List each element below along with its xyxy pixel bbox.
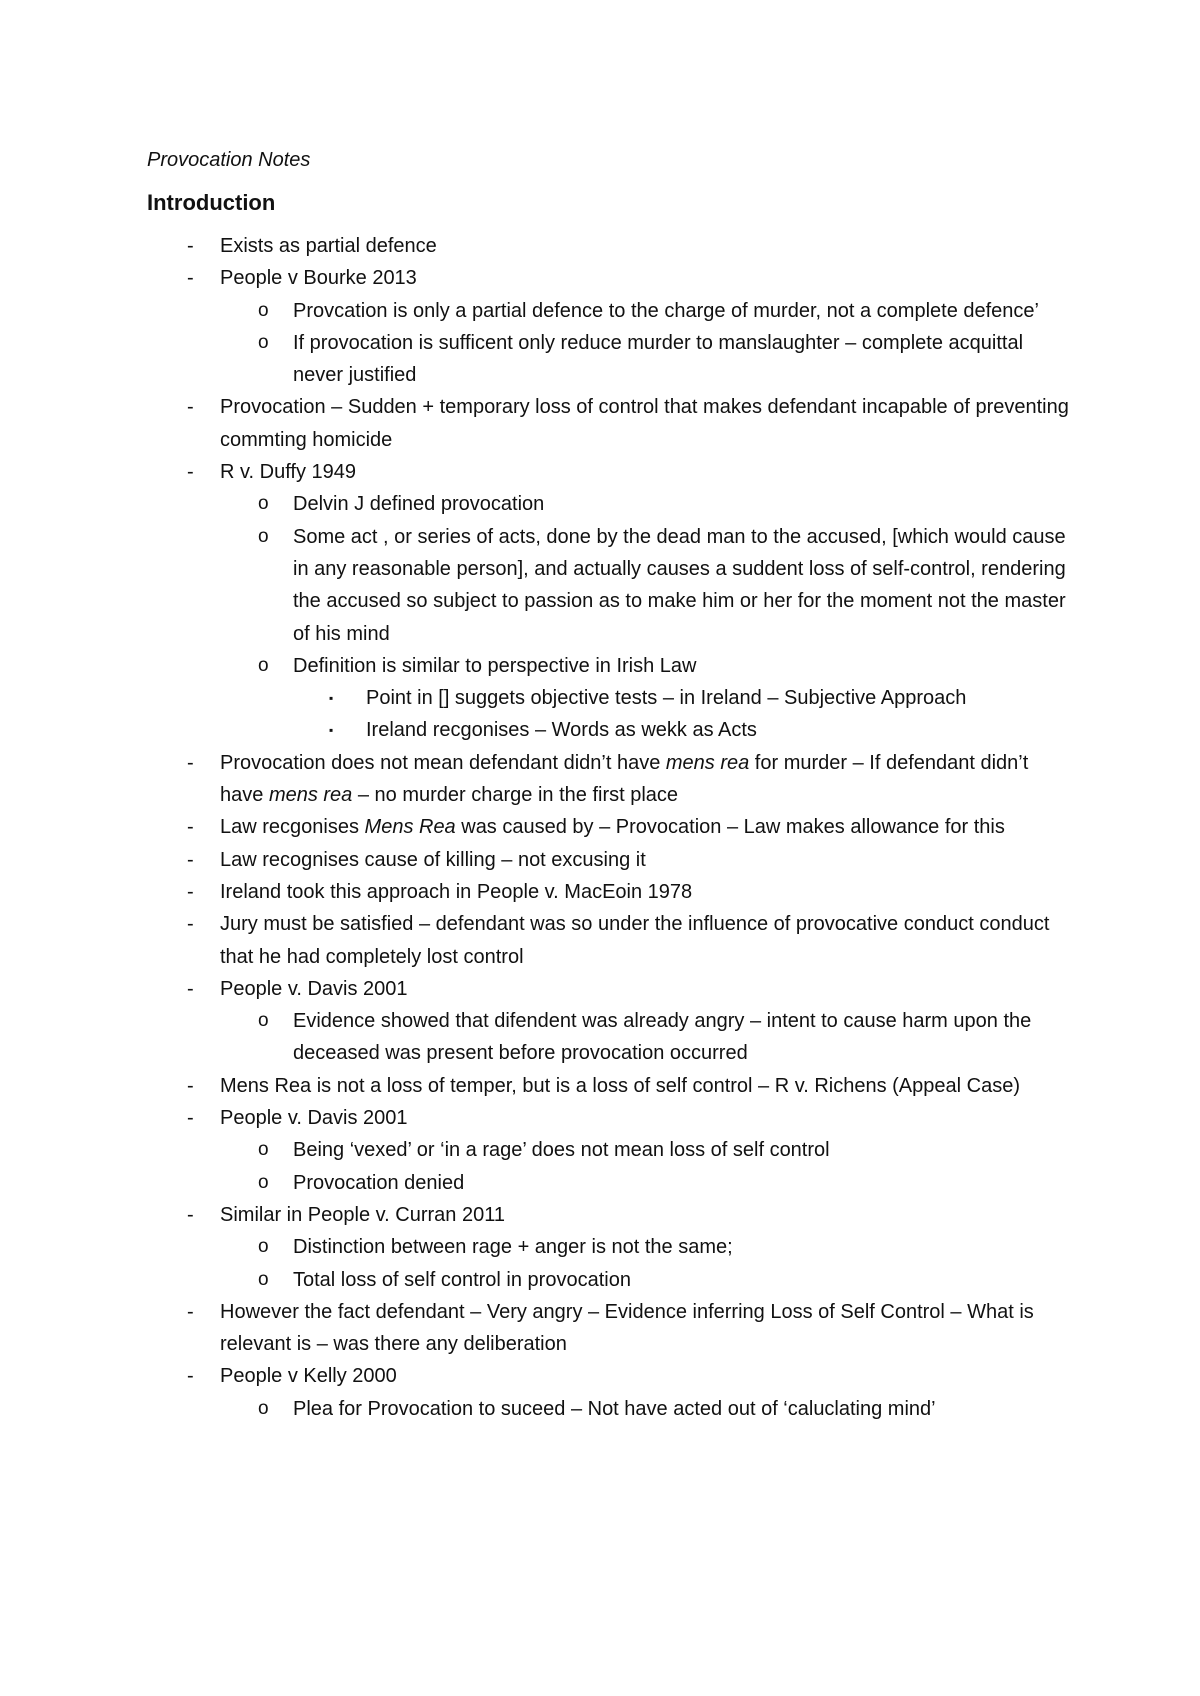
item-text-part: Provocation does not mean defendant didn’t have — [220, 751, 666, 774]
sub-item — [220, 295, 1077, 327]
sub-item — [220, 1167, 1077, 1199]
dash-marker: - — [187, 880, 194, 903]
dash-marker: - — [187, 977, 194, 1000]
sub-item-text: Evidence showed that difendent was already angry – intent to cause harm upon the deceased was present before provocation occurred — [293, 1010, 1032, 1065]
sub-list — [220, 1134, 1077, 1199]
circle-marker: o — [258, 654, 269, 676]
sub-item — [220, 1231, 1077, 1263]
circle-marker: o — [258, 1397, 269, 1419]
italic-term: Mens Rea — [364, 816, 456, 839]
list-item — [147, 811, 1077, 843]
square-marker: ▪ — [329, 691, 334, 706]
circle-marker: o — [258, 493, 269, 515]
dash-marker: - — [187, 913, 194, 936]
sub-sub-list — [293, 682, 1077, 747]
circle-marker: o — [258, 1010, 269, 1032]
list-item — [147, 844, 1077, 876]
list-item — [147, 1070, 1077, 1102]
item-text: Provocation – Sudden + temporary loss of control that makes defendant incapable of preventing commting homicide — [220, 396, 1069, 451]
item-text: However the fact defendant – Very angry – Evidence inferring Loss of Self Control – What is relevant is – was there any deliberation — [220, 1300, 1034, 1356]
item-text: People v Bourke 2013 — [220, 267, 417, 290]
item-text: R v. Duffy 1949 — [220, 461, 356, 484]
dash-marker: - — [187, 1074, 194, 1097]
item-text: Law recognises cause of killing – not excusing it — [220, 848, 646, 871]
item-text: Jury must be satisfied – defendant was so under the influence of provocative conduct conduct that he had completely lost control — [220, 913, 1050, 968]
sub-item-text: Distinction between rage + anger is not the same; — [293, 1236, 733, 1259]
item-text-part: Law recgonises — [220, 816, 365, 839]
list-item — [147, 1199, 1077, 1296]
list-item — [147, 908, 1077, 973]
item-text: Similar in People v. Curran 2011 — [220, 1203, 505, 1226]
sub-item-text: Definition is similar to perspective in Irish Law — [293, 654, 697, 677]
sub-item — [220, 650, 1077, 747]
sub-item-text: Some act , or series of acts, done by the dead man to the accused, [which would cause in any reasonable person], and actually causes a suddent loss of self-control, rendering the accused so subject to passion as to make him or her for the moment not the master of his mind — [293, 525, 1066, 645]
bullet-list — [147, 230, 1077, 1425]
square-marker: ▪ — [329, 723, 334, 738]
italic-term: mens rea — [665, 751, 750, 774]
dash-marker: - — [187, 751, 194, 774]
item-text: Ireland took this approach in People v. MacEoin 1978 — [220, 880, 693, 903]
document-title: Provocation Notes — [147, 149, 311, 171]
sub-item — [220, 327, 1077, 392]
sub-item — [220, 1134, 1077, 1166]
sub-sub-item-text: Ireland recgonises – Words as wekk as Acts — [366, 719, 757, 742]
dash-marker: - — [187, 461, 194, 484]
sub-item-text: Total loss of self control in provocation — [293, 1268, 631, 1291]
sub-list — [220, 295, 1077, 392]
list-item — [147, 747, 1077, 812]
sub-sub-item — [293, 714, 1077, 746]
document-page — [147, 144, 1077, 1425]
sub-item — [220, 1005, 1077, 1070]
item-text-part: – no murder charge in the first place — [352, 784, 679, 807]
dash-marker: - — [187, 267, 194, 290]
item-text: People v. Davis 2001 — [220, 977, 408, 1000]
sub-item-text: Plea for Provocation to suceed – Not have acted out of ‘caluclating mind’ — [293, 1397, 936, 1420]
list-item — [147, 262, 1077, 391]
circle-marker: o — [258, 525, 269, 547]
list-item — [147, 1296, 1077, 1361]
sub-item-text: Delvin J defined provocation — [293, 493, 545, 516]
list-item — [147, 391, 1077, 456]
sub-list — [220, 1005, 1077, 1070]
list-item — [147, 1360, 1077, 1425]
dash-marker: - — [187, 848, 194, 871]
item-text: People v Kelly 2000 — [220, 1365, 397, 1388]
sub-item-text: Provcation is only a partial defence to the charge of murder, not a complete defence’ — [293, 299, 1039, 322]
dash-marker: - — [187, 396, 194, 419]
sub-item — [220, 1393, 1077, 1425]
circle-marker: o — [258, 331, 269, 353]
sub-sub-item — [293, 682, 1077, 714]
sub-item-text: If provocation is sufficent only reduce murder to manslaughter – complete acquittal never justified — [293, 331, 1024, 387]
sub-item-text: Being ‘vexed’ or ‘in a rage’ does not mean loss of self control — [293, 1139, 830, 1162]
item-text: Exists as partial defence — [220, 235, 437, 257]
list-item — [147, 876, 1077, 908]
dash-marker: - — [187, 1107, 194, 1130]
sub-item — [220, 1264, 1077, 1296]
item-text: People v. Davis 2001 — [220, 1107, 408, 1130]
circle-marker: o — [258, 1236, 269, 1258]
sub-item — [220, 521, 1077, 650]
sub-list — [220, 1393, 1077, 1425]
circle-marker: o — [258, 1171, 269, 1193]
item-text-part: was caused by – Provocation – Law makes allowance for this — [455, 816, 1005, 839]
circle-marker: o — [258, 299, 269, 321]
list-item — [147, 230, 1077, 262]
sub-item — [220, 488, 1077, 520]
sub-item-text: Provocation denied — [293, 1171, 465, 1194]
dash-marker: - — [187, 1365, 194, 1388]
circle-marker: o — [258, 1139, 269, 1161]
italic-term: mens rea — [268, 784, 353, 807]
section-heading: Introduction — [147, 190, 276, 215]
item-text-part: for murder – If defendant didn’t have — [220, 751, 1029, 807]
dash-marker: - — [187, 235, 194, 257]
dash-marker: - — [187, 816, 194, 839]
circle-marker: o — [258, 1268, 269, 1290]
item-text: Mens Rea is not a loss of temper, but is a loss of self control – R v. Richens (Appeal Case) — [220, 1074, 1020, 1097]
sub-list — [220, 488, 1077, 746]
list-item — [147, 973, 1077, 1070]
sub-list — [220, 1231, 1077, 1296]
list-item — [147, 1102, 1077, 1199]
list-item — [147, 456, 1077, 747]
dash-marker: - — [187, 1203, 194, 1226]
sub-sub-item-text: Point in [] suggets objective tests – in Ireland – Subjective Approach — [366, 687, 967, 710]
dash-marker: - — [187, 1300, 194, 1323]
